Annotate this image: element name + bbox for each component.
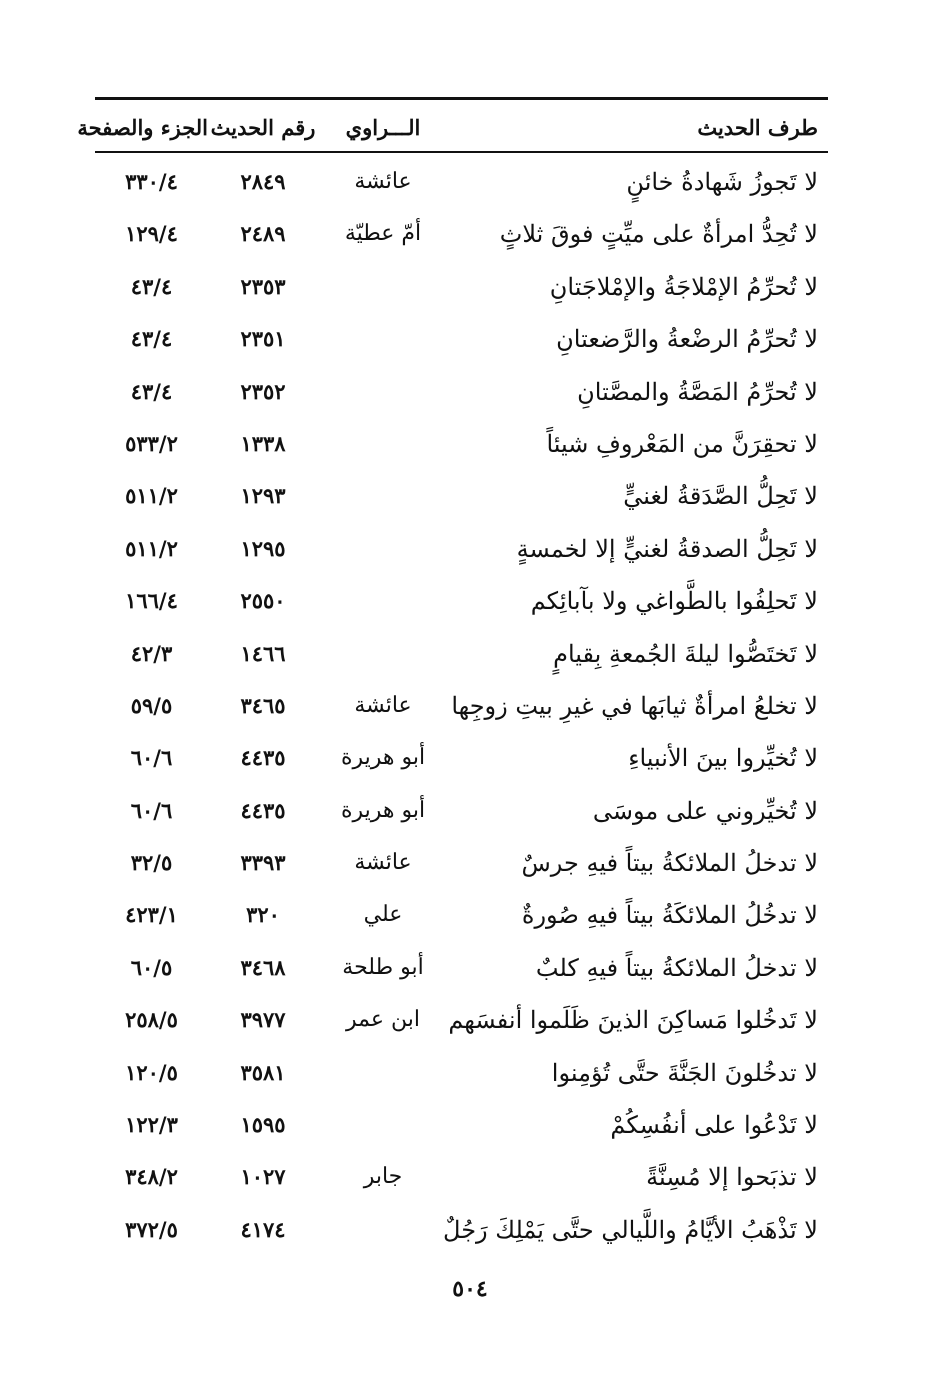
narrator (323, 366, 443, 418)
header-hadith-text: طرف الحديث (697, 115, 818, 140)
hadith-text: لا تَحِلُّ الصدقةُ لغنيٍّ إلا لخمسةٍ (516, 534, 818, 563)
hadith-text: لا تُخيِّروا بينَ الأنبياءِ (628, 744, 818, 773)
volume-page: ٤٢/٣ (130, 640, 173, 666)
narrator (323, 575, 443, 627)
volume-page: ٣٢/٥ (130, 850, 173, 876)
volume-page: ١٢٩/٤ (125, 221, 178, 247)
hadith-number: ٢٣٥١ (240, 326, 286, 352)
hadith-text: لا تخلعُ امرأةٌ ثيابَها في غيرِ بيتِ زوجِها (451, 691, 818, 720)
hadith-text: لا تدخُلُ الملائكَةُ بيتاً فيهِ صُورةٌ (521, 901, 818, 930)
hadith-number: ٣٣٩٣ (240, 850, 286, 876)
table-row (95, 628, 828, 680)
volume-page: ٤٣/٤ (130, 326, 173, 352)
hadith-text: لا تدخُلونَ الجَنَّةَ حتَّى تُؤمِنوا (551, 1058, 818, 1087)
hadith-text: لا تُخيِّروني على موسَى (592, 796, 818, 825)
narrator: جابر (363, 1164, 403, 1190)
volume-page: ١٢٢/٣ (125, 1112, 178, 1138)
header-hadith-number: رقم الحديث (210, 115, 316, 140)
table-row (95, 1099, 828, 1151)
hadith-text: لا تَدخُلوا مَساكِنَ الذينَ ظَلَموا أنفسَهم (448, 1006, 818, 1035)
hadith-number: ٣٤٦٨ (240, 954, 286, 980)
volume-page: ٣٧٢/٥ (125, 1216, 178, 1242)
narrator (323, 1047, 443, 1099)
hadith-number: ٤٤٣٥ (240, 797, 286, 823)
table-row (95, 837, 828, 889)
narrator: عائشة (354, 850, 412, 876)
hadith-text: لا تَذْهَبُ الأيَّامُ واللَّيالي حتَّى يَمْلِكَ رَجُلٌ (443, 1215, 818, 1244)
header-volume-page: الجزء والصفحة (77, 115, 208, 140)
hadith-text: لا تدخلُ الملائكةُ بيتاً فيهِ جرسٌ (521, 849, 818, 878)
hadith-number: ١٢٩٥ (240, 535, 286, 561)
hadith-number: ٢٨٤٩ (240, 169, 286, 194)
hadith-text: لا تُحرِّمُ المَصَّةُ والمصَّتانِ (577, 377, 818, 406)
narrator (323, 470, 443, 522)
hadith-text: لا تُحرِّمُ الإمْلاجَةُ والإمْلاجَتانِ (549, 272, 818, 301)
hadith-number: ١٣٣٨ (240, 430, 286, 456)
narrator: أمّ عطيّة (344, 221, 422, 247)
volume-page: ٥٣٣/٢ (125, 430, 178, 456)
table-row (95, 523, 828, 575)
narrator (323, 1099, 443, 1151)
table-row (95, 313, 828, 365)
volume-page: ٤٣/٤ (130, 378, 173, 404)
table-header (77, 108, 828, 148)
table-body (95, 156, 828, 1256)
narrator: عائشة (354, 169, 412, 194)
hadith-number: ٢٣٥٣ (240, 273, 286, 299)
hadith-number: ٤٤٣٥ (240, 745, 286, 771)
hadith-number: ٤١٧٤ (240, 1216, 286, 1242)
volume-page: ٥١١/٢ (125, 483, 178, 509)
narrator (323, 1204, 443, 1256)
hadith-number: ١٢٩٣ (240, 483, 286, 509)
volume-page: ٥١١/٢ (125, 535, 178, 561)
table-row (95, 785, 828, 837)
hadith-text: لا تذبَحوا إلا مُسِنَّةً (646, 1163, 818, 1192)
volume-page: ٦٠/٦ (130, 745, 173, 771)
volume-page: ٤٢٣/١ (125, 902, 178, 928)
hadith-number: ٣٢٠ (246, 902, 280, 928)
narrator (323, 313, 443, 365)
narrator (323, 261, 443, 313)
hadith-text: لا تدخلُ الملائكةُ بيتاً فيهِ كلبٌ (535, 953, 818, 982)
hadith-text: لا تَحِلُّ الصَّدَقةُ لغنيٍّ (623, 482, 818, 511)
hadith-text: لا تَحلِفُوا بالطَّواغي ولا بآبائِكم (530, 587, 818, 616)
volume-page: ٥٩/٥ (130, 692, 173, 718)
narrator: أبو هريرة (340, 745, 426, 771)
header-rule (95, 151, 828, 153)
hadith-number: ١٠٢٧ (240, 1164, 286, 1190)
table-row (95, 575, 828, 627)
table-row (95, 1204, 828, 1256)
hadith-text: لا تُحِدُّ امرأةٌ على ميِّتٍ فوقَ ثلاثٍ (499, 220, 818, 249)
table-row (95, 1151, 828, 1203)
narrator (323, 628, 443, 680)
volume-page: ٦٠/٦ (130, 797, 173, 823)
table-row (95, 889, 828, 941)
hadith-text: لا تحقِرَنَّ من المَعْروفِ شيئاً (546, 429, 818, 458)
table-row (95, 208, 828, 260)
narrator: أبو طلحة (342, 954, 424, 980)
hadith-number: ١٥٩٥ (240, 1112, 286, 1138)
table-row (95, 156, 828, 208)
hadith-text: لا تَدْعُوا على أنفُسِكُمْ (610, 1111, 818, 1140)
narrator: علي (363, 902, 403, 928)
top-rule (95, 97, 828, 100)
hadith-number: ١٤٦٦ (240, 640, 286, 666)
table-row (95, 470, 828, 522)
hadith-number: ٣٩٧٧ (240, 1007, 286, 1033)
narrator: ابن عمر (346, 1007, 420, 1033)
hadith-text: لا تَجوزُ شَهادةُ خائنٍ (626, 168, 818, 196)
volume-page: ١٢٠/٥ (125, 1059, 178, 1085)
hadith-number: ٢٥٥٠ (240, 588, 286, 614)
page-number: ٥٠٤ (452, 1276, 488, 1302)
volume-page: ١٦٦/٤ (125, 588, 178, 614)
narrator (323, 523, 443, 575)
table-row (95, 732, 828, 784)
hadith-number: ٢٤٨٩ (240, 221, 286, 247)
hadith-number: ٣٤٦٥ (240, 692, 286, 718)
narrator: أبو هريرة (340, 797, 426, 823)
hadith-number: ٣٥٨١ (240, 1059, 286, 1085)
volume-page: ٣٤٨/٢ (125, 1164, 178, 1190)
table-row (95, 366, 828, 418)
hadith-text: لا تَختَصُّوا ليلةَ الجُمعةِ بِقيامٍ (553, 639, 818, 668)
volume-page: ٢٥٨/٥ (125, 1007, 178, 1033)
hadith-text: لا تُحرِّمُ الرضْعةُ والرَّضعتانِ (556, 325, 818, 354)
narrator: عائشة (354, 692, 412, 718)
table-row (95, 942, 828, 994)
table-row (95, 418, 828, 470)
table-row (95, 1047, 828, 1099)
narrator (323, 418, 443, 470)
table-row (95, 994, 828, 1046)
table-row (95, 680, 828, 732)
volume-page: ٤٣/٤ (130, 273, 173, 299)
hadith-number: ٢٣٥٢ (240, 378, 286, 404)
volume-page: ٦٠/٥ (130, 954, 173, 980)
header-narrator: الـــراوي (345, 115, 421, 140)
table-row (95, 261, 828, 313)
volume-page: ٣٣٠/٤ (125, 169, 178, 194)
